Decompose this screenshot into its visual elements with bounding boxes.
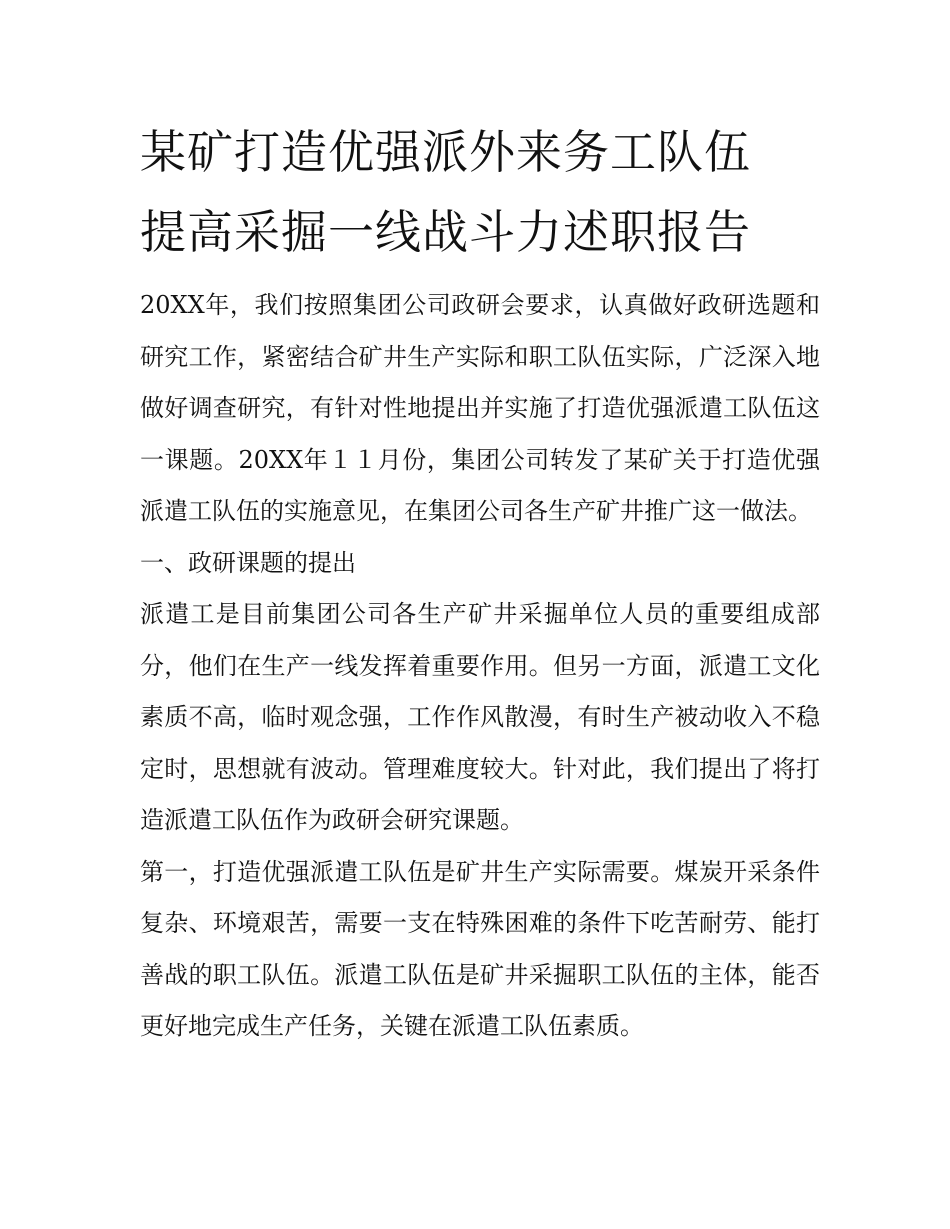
document-body	[140, 280, 820, 1053]
paragraph-first-point: 第一，打造优强派遣工队伍是矿井生产实际需要。煤炭开采条件复杂、环境艰苦，需要一支在特殊困难的条件下吃苦耐劳、能打善战的职工队伍。派遣工队伍是矿井采掘职工队伍的主体，能否更好地完成生产任务，关键在派遣工队伍素质。	[140, 857, 820, 1040]
section-heading-1: 一、政研课题的提出	[140, 548, 356, 577]
paragraph-background: 派遣工是目前集团公司各生产矿井采掘单位人员的重要组成部分，他们在生产一线发挥着重要作用。但另一方面，派遣工文化素质不高，临时观念强，工作作风散漫，有时生产被动收入不稳定时，思想就有波动。管理难度较大。针对此，我们提出了将打造派遣工队伍作为政研会研究课题。	[140, 600, 820, 834]
document-title	[140, 112, 820, 272]
title-line-1: 某矿打造优强派外来务工队伍	[140, 125, 751, 179]
paragraph-intro: 20XX年，我们按照集团公司政研会要求，认真做好政研选题和研究工作，紧密结合矿井生产实际和职工队伍实际，广泛深入地做好调查研究，有针对性地提出并实施了打造优强派遣工队伍这一课题。20XX年１１月份，集团公司转发了某矿关于打造优强派遣工队伍的实施意见，在集团公司各生产矿井推广这一做法。	[140, 291, 820, 525]
title-line-2: 提高采掘一线战斗力述职报告	[140, 205, 751, 259]
